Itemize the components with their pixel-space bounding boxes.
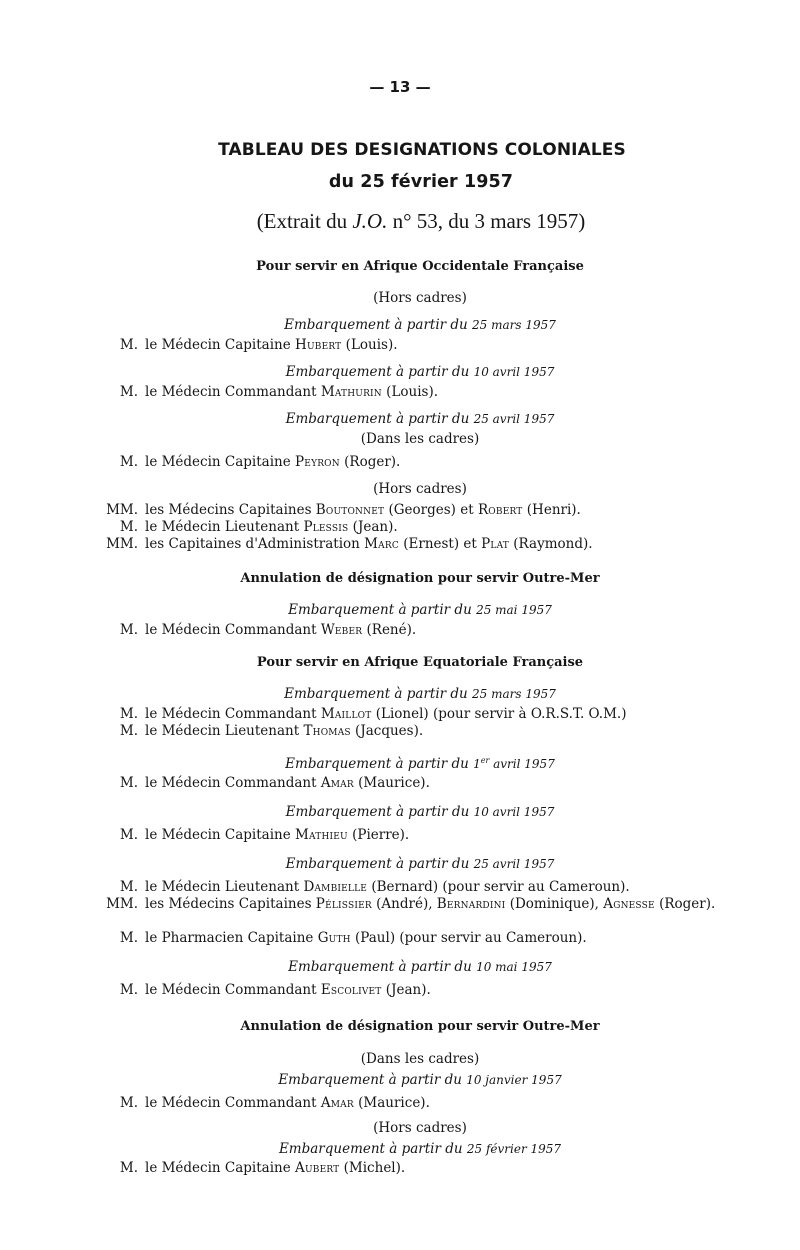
section-heading-annulation: Annulation de désignation pour servir Outre-Mer [240,1019,600,1034]
officer-surname: Boutonnet [315,502,385,518]
entry-text: le Médecin Commandant Mathurin (Louis). [145,384,439,400]
embarkation-line [0,317,800,334]
embarkation-line [0,1072,800,1089]
designation-entry [0,982,800,999]
embarkation-prefix: Embarquement à partir du [288,602,477,618]
officer-surname: Agnesse [603,896,655,912]
category-dans-cadres: (Dans les cadres) [360,1051,480,1067]
entry-prefix: M. [119,879,138,895]
embarkation-line [0,856,800,873]
entry-prefix: MM. [106,502,138,518]
entry-text: le Médecin Lieutenant Thomas (Jacques). [145,723,424,739]
entry-prefix: M. [119,827,138,843]
embarkation-line [0,752,800,772]
designation-entry [0,454,800,471]
embarkation-prefix: Embarquement à partir du [285,756,474,772]
entry-prefix: M. [119,337,138,353]
embarkation-date: 25 avril 1957 [473,857,555,871]
section-heading-annulation: Annulation de désignation pour servir Outre-Mer [240,571,600,586]
embarkation-date: 25 mai 1957 [476,603,552,617]
officer-surname: Marc [364,536,399,552]
entry-prefix: M. [119,1160,138,1176]
designation-entry [0,723,800,740]
category-hors-cadres: (Hors cadres) [373,1120,467,1136]
embarkation-prefix: Embarquement à partir du [285,364,474,380]
embarkation-line [0,364,800,381]
embarkation-line [0,1141,800,1158]
page-number: — 13 — [369,78,431,96]
entry-text: le Médecin Commandant Maillot (Lionel) (pour servir à O.R.S.T. O.M.) [145,706,627,722]
entry-prefix: M. [119,1095,138,1111]
officer-surname: Thomas [303,723,351,739]
embarkation-date: 10 mai 1957 [476,960,552,974]
embarkation-line [0,411,800,428]
embarkation-prefix: Embarquement à partir du [285,804,474,820]
officer-surname: Aubert [295,1160,340,1176]
officer-surname: Mathurin [320,384,382,400]
officer-surname: Escolivet [320,982,382,998]
officer-surname: Plessis [303,519,349,535]
ordinal-suffix: er [480,756,490,765]
entry-text: le Médecin Capitaine Hubert (Louis). [145,337,398,353]
category-hors-cadres: (Hors cadres) [373,481,467,497]
section-heading-aef: Pour servir en Afrique Equatoriale Française [256,655,584,670]
designation-entry [0,519,800,536]
officer-surname: Amar [320,1095,354,1111]
embarkation-date: 25 mars 1957 [472,318,556,332]
entry-prefix: M. [119,384,138,400]
officer-surname: Plat [481,536,509,552]
entry-prefix: M. [119,982,138,998]
embarkation-day: 1 [473,757,481,771]
section-heading-aof: Pour servir en Afrique Occidentale Française [256,259,584,274]
officer-surname: Hubert [295,337,342,353]
embarkation-prefix: Embarquement à partir du [284,686,473,702]
officer-surname: Maillot [320,706,372,722]
entry-text: le Médecin Commandant Amar (Maurice). [145,775,430,791]
officer-surname: Robert [477,502,523,518]
officer-surname: Weber [320,622,363,638]
entry-text: le Médecin Lieutenant Dambielle (Bernard) (pour servir au Cameroun). [145,879,630,895]
embarkation-prefix: Embarquement à partir du [278,1072,467,1088]
embarkation-date: 25 avril 1957 [473,412,555,426]
embarkation-date: 10 avril 1957 [473,365,555,379]
category-dans-cadres: (Dans les cadres) [360,431,480,447]
source-reference [0,209,800,234]
officer-surname: Guth [317,930,351,946]
designation-entry [0,502,800,519]
embarkation-prefix: Embarquement à partir du [285,411,474,427]
entry-text: les Capitaines d'Administration Marc (Ernest) et Plat (Raymond). [145,536,593,552]
entry-prefix: MM. [106,536,138,552]
designation-entry [0,337,800,354]
document-title: TABLEAU DES DESIGNATIONS COLONIALES [218,140,626,160]
designation-entry [0,827,800,844]
entry-prefix: MM. [106,896,138,912]
officer-surname: Amar [320,775,354,791]
designation-entry [0,536,800,553]
designation-entry [0,706,800,723]
embarkation-date: 25 mars 1957 [472,687,556,701]
entry-text: le Médecin Capitaine Peyron (Roger). [145,454,401,470]
designation-entry [0,1160,800,1177]
entry-prefix: M. [119,454,138,470]
designation-entry [0,896,800,930]
officer-surname: Peyron [295,454,340,470]
officer-surname: Dambielle [303,879,368,895]
embarkation-date: 10 janvier 1957 [466,1073,562,1087]
entry-prefix: M. [119,930,138,946]
designation-entry [0,930,800,947]
embarkation-line [0,804,800,821]
embarkation-line [0,959,800,976]
designation-entry [0,775,800,792]
designation-entry [0,384,800,401]
entry-text: le Médecin Capitaine Mathieu (Pierre). [145,827,410,843]
entry-prefix: M. [119,706,138,722]
source-suffix: n° 53, du 3 mars 1957) [387,209,586,233]
officer-surname: Mathieu [295,827,348,843]
entry-text: le Pharmacien Capitaine Guth (Paul) (pour servir au Cameroun). [145,930,587,946]
document-body [0,257,800,1177]
designation-entry [0,879,800,896]
entry-prefix: M. [119,775,138,791]
entry-prefix: M. [119,519,138,535]
embarkation-date: 25 février 1957 [466,1142,562,1156]
embarkation-prefix: Embarquement à partir du [288,959,477,975]
entry-text: les Médecins Capitaines Boutonnet (Georges) et Robert (Henri). [145,502,581,518]
journal-abbrev: J.O. [352,209,388,233]
embarkation-date: 10 avril 1957 [473,805,555,819]
entry-text: le Médecin Capitaine Aubert (Michel). [145,1160,406,1176]
officer-surname: Pélissier [315,896,372,912]
entry-prefix: M. [119,622,138,638]
embarkation-prefix: Embarquement à partir du [278,1141,467,1157]
entry-prefix: M. [119,723,138,739]
source-prefix: (Extrait du [256,209,353,233]
entry-text: le Médecin Lieutenant Plessis (Jean). [145,519,398,535]
embarkation-prefix: Embarquement à partir du [284,317,473,333]
entry-text: le Médecin Commandant Escolivet (Jean). [145,982,431,998]
officer-surname: Bernardini [436,896,506,912]
entry-text: le Médecin Commandant Weber (René). [145,622,417,638]
embarkation-line [0,686,800,703]
entry-text: les Médecins Capitaines Pélissier (André), Bernardini (Dominique), Agnesse (Roger). [145,896,716,912]
entry-text: le Médecin Commandant Amar (Maurice). [145,1095,430,1111]
embarkation-date: avril 1957 [489,757,555,771]
designation-entry [0,622,800,639]
document-date: du 25 février 1957 [328,172,514,192]
designation-entry [0,1095,800,1112]
embarkation-line [0,602,800,619]
category-hors-cadres: (Hors cadres) [373,290,467,306]
embarkation-prefix: Embarquement à partir du [285,856,474,872]
